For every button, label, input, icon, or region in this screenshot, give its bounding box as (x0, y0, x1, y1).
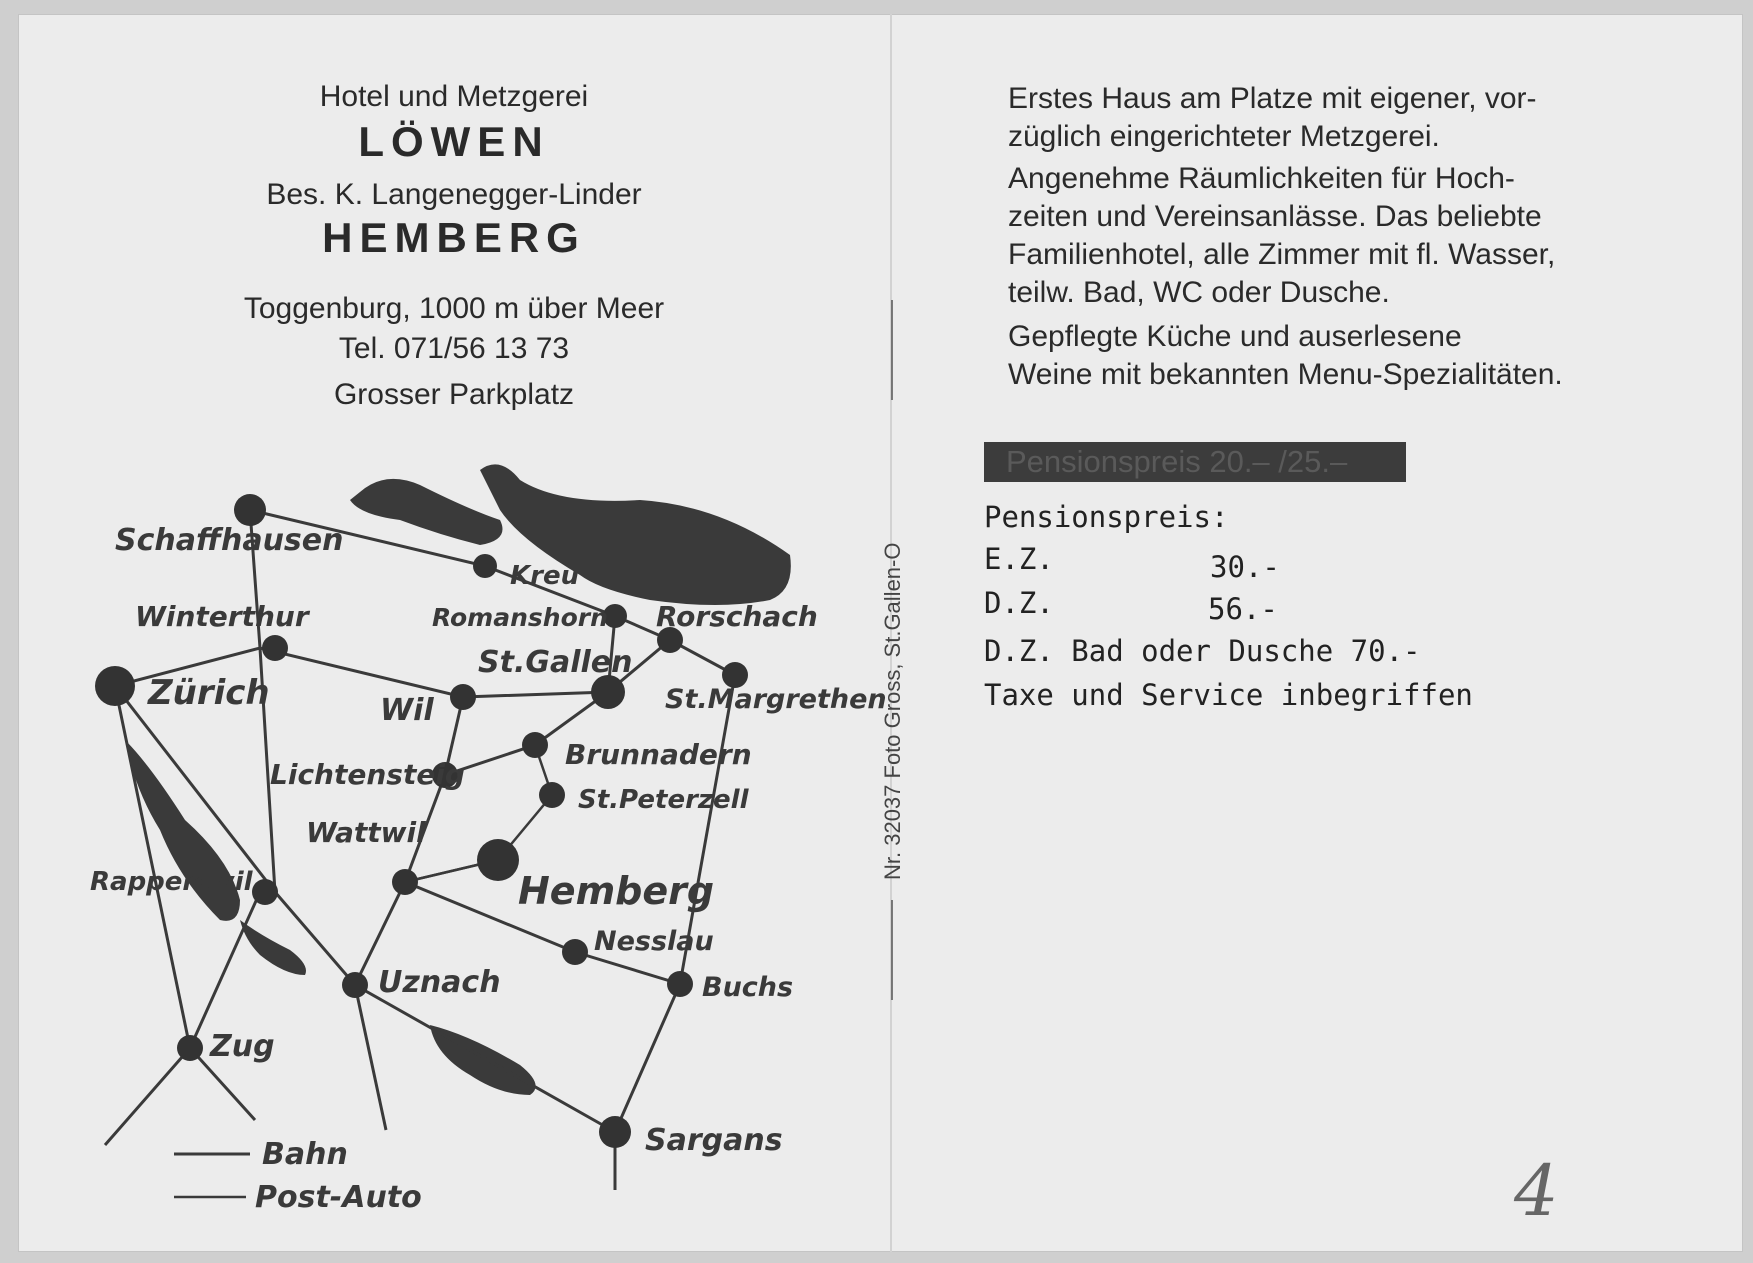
struck-old-price (984, 442, 1406, 482)
label-hemberg: Hemberg (518, 869, 715, 913)
desc-line-8: Weine mit bekannten Menu-Spezialitäten. (1008, 358, 1563, 391)
legend-postauto: Post-Auto (255, 1180, 422, 1215)
location-line: Toggenburg, 1000 m über Meer (243, 292, 665, 325)
hotel-name: LÖWEN (358, 118, 550, 165)
label-kreuzlingen: Kreu (510, 561, 580, 591)
desc-line-1: Erstes Haus am Platze mit eigener, vor- (1008, 82, 1537, 115)
route-map (60, 440, 887, 1215)
label-romanshorn: Romanshorn (432, 603, 608, 632)
dz-bath-line: D.Z. Bad oder Dusche 70.- (984, 634, 1421, 668)
desc-line-3: Angenehme Räumlichkeiten für Hoch- (1008, 162, 1515, 195)
ez-value: 30.- (1210, 550, 1280, 584)
label-zug: Zug (210, 1029, 275, 1064)
owner-line: Bes. K. Langenegger-Linder (266, 178, 642, 211)
ez-label: E.Z. (984, 542, 1054, 576)
desc-line-5: Familienhotel, alle Zimmer mit fl. Wasser, (1008, 238, 1556, 271)
desc-line-6: teilw. Bad, WC oder Dusche. (1008, 276, 1390, 309)
legend-bahn: Bahn (262, 1137, 348, 1172)
label-winterthur: Winterthur (135, 600, 309, 633)
label-wattwil: Wattwil (306, 816, 426, 849)
label-nesslau: Nesslau (594, 926, 714, 957)
desc-line-4: zeiten und Vereinsanlässe. Das beliebte (1008, 200, 1542, 233)
label-lichtensteig: Lichtensteig (270, 758, 465, 791)
dz-label: D.Z. (984, 586, 1054, 620)
label-rorschach: Rorschach (656, 600, 818, 633)
parking-line: Grosser Parkplatz (333, 378, 575, 411)
label-stpeterzell: St.Peterzell (578, 785, 749, 815)
label-uznach: Uznach (378, 965, 501, 1000)
desc-line-7: Gepflegte Küche und auserlesene (1008, 320, 1462, 353)
label-schaffhausen: Schaffhausen (115, 523, 344, 558)
label-zurich: Zürich (148, 673, 270, 713)
label-sargans: Sargans (645, 1123, 783, 1158)
hotel-subtitle: Hotel und Metzgerei (319, 80, 589, 113)
label-stgallen: St.Gallen (478, 645, 633, 680)
label-rapperswil: Rapperswil (90, 867, 253, 897)
tax-line: Taxe und Service inbegriffen (984, 678, 1473, 712)
desc-line-2: züglich eingerichteter Metzgerei. (1008, 120, 1440, 153)
price-title: Pensionspreis: (984, 500, 1229, 534)
lake-untersee (350, 479, 503, 545)
label-stmargrethen: St.Margrethen (665, 684, 887, 715)
handwritten-mark: 4 (1514, 1150, 1559, 1232)
photo-credit (868, 300, 928, 1000)
old-price-text: Pensionspreis 20.– /25.– (1006, 444, 1348, 479)
lake-obersee (240, 920, 306, 975)
town-name: HEMBERG (322, 214, 586, 261)
label-brunnadern: Brunnadern (565, 738, 752, 771)
phone-line: Tel. 071/56 13 73 (338, 332, 570, 365)
dz-value: 56.- (1208, 592, 1278, 626)
label-wil: Wil (380, 693, 434, 728)
credit-text: Nr. 32037 Foto Gross, St.Gallen-O (880, 542, 905, 880)
label-buchs: Buchs (702, 972, 794, 1003)
